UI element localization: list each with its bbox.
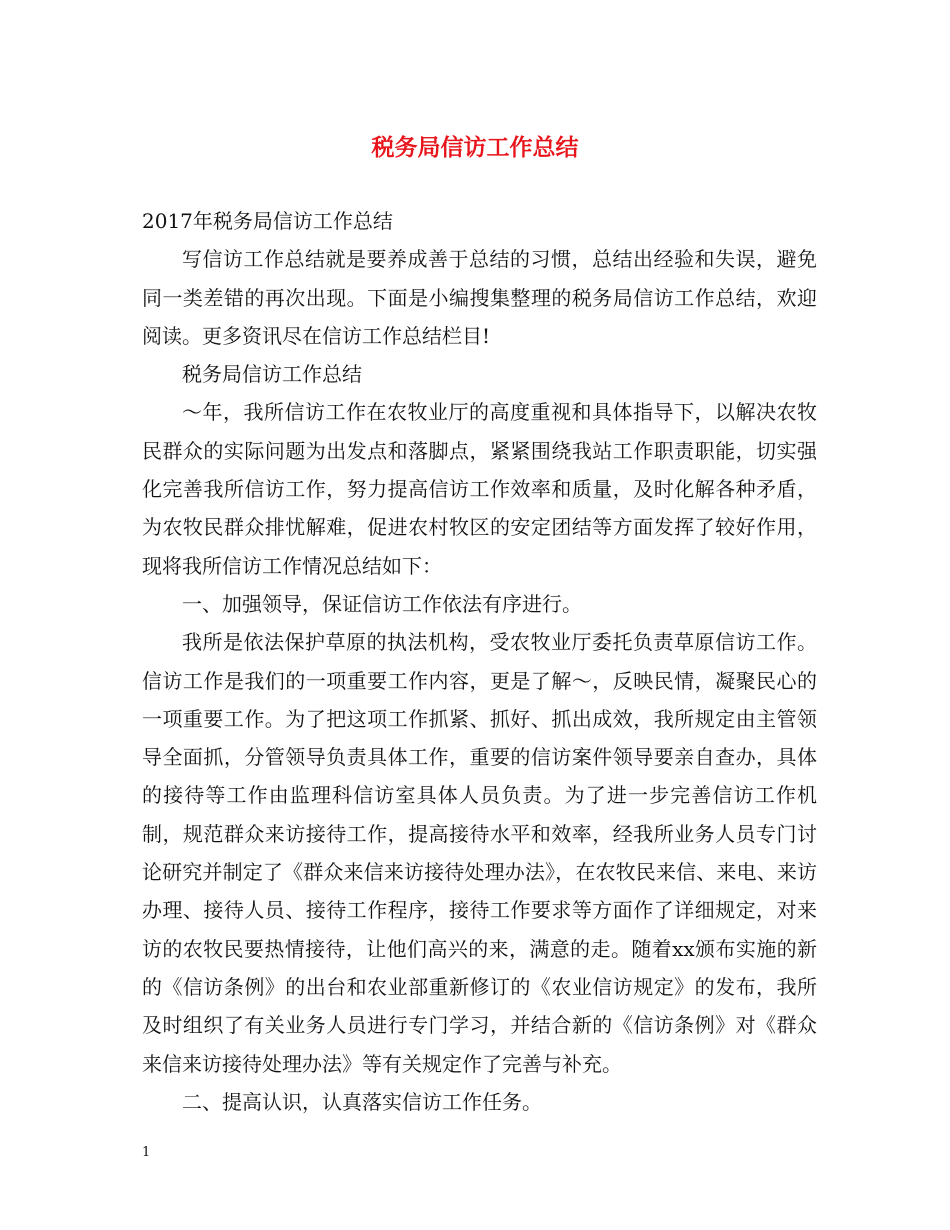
subtitle-paragraph: 2017年税务局信访工作总结 xyxy=(142,209,393,233)
document-body xyxy=(142,202,817,1121)
body-paragraph: 我所是依法保护草原的执法机构，受农牧业厅委托负责草原信访工作。信访工作是我们的一项重要工作内容，更是了解～，反映民情，凝聚民心的一项重要工作。为了把这项工作抓紧、抓好、抓出成效，我所规定由主管领导全面抓，分管领导负责具体工作，重要的信访案件领导要亲自查办，具体的接待等工作由监理科信访室具体人员负责。为了进一步完善信访工作机制，规范群众来访接待工作，提高接待水平和效率，经我所业务人员专门讨论研究并制定了《群众来信来访接待处理办法》，在农牧民来信、来电、来访办理、接待人员、接待工作程序，接待工作要求等方面作了详细规定，对来访的农牧民要热情接待，让他们高兴的来，满意的走。随着xx颁布实施的新的《信访条例》的出台和农业部重新修订的《农业信访规定》的发布，我所及时组织了有关业务人员进行专门学习，并结合新的《信访条例》对《群众来信来访接待处理办法》等有关规定作了完善与补充。 xyxy=(142,630,817,1076)
body-paragraph: ～年，我所信访工作在农牧业厅的高度重视和具体指导下，以解决农牧民群众的实际问题为出发点和落脚点，紧紧围绕我站工作职责职能，切实强化完善我所信访工作，努力提高信访工作效率和质量，及时化解各种矛盾，为农牧民群众排忧解难，促进农村牧区的安定团结等方面发挥了较好作用，现将我所信访工作情况总结如下： xyxy=(142,400,817,578)
section-heading-1: 一、加强领导，保证信访工作依法有序进行。 xyxy=(182,591,582,616)
page-number: 1 xyxy=(142,1145,151,1160)
intro-paragraph: 写信访工作总结就是要养成善于总结的习惯，总结出经验和失误，避免同一类差错的再次出现。下面是小编搜集整理的税务局信访工作总结，欢迎阅读。更多资讯尽在信访工作总结栏目! xyxy=(142,247,817,348)
document-title: 税务局信访工作总结 xyxy=(371,134,579,161)
section-heading: 税务局信访工作总结 xyxy=(182,362,362,387)
section-heading-2: 二、提高认识，认真落实信访工作任务。 xyxy=(182,1089,542,1114)
